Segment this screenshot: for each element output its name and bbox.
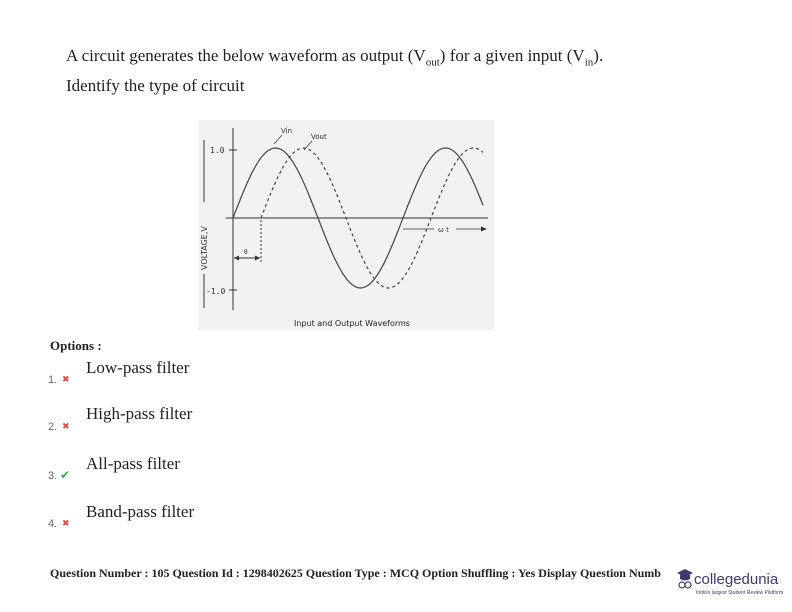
phase-label: θ xyxy=(244,249,248,256)
logo-name: collegedunia xyxy=(694,571,779,588)
wt-label: ω t xyxy=(438,226,449,234)
options-heading: Options : xyxy=(50,338,102,353)
waveform-plot xyxy=(198,120,494,330)
wrong-icon: ✖ xyxy=(62,375,70,385)
wrong-icon: ✖ xyxy=(62,519,70,529)
phase-arrow-right-head xyxy=(255,256,260,261)
question-line-2: Identify the type of circuit xyxy=(66,76,245,96)
correct-icon: ✔ xyxy=(60,468,71,482)
wt-arrow-head xyxy=(481,227,487,232)
option-number: 3. xyxy=(48,470,58,482)
figure-caption: Input and Output Waveforms xyxy=(294,319,410,328)
collegedunia-logo xyxy=(676,566,792,604)
option-text: Low-pass filter xyxy=(86,358,190,377)
phase-arrow-left-head xyxy=(234,256,239,261)
wrong-icon: ✖ xyxy=(62,422,70,432)
vin-leader xyxy=(274,135,282,144)
waveform-figure xyxy=(198,120,494,330)
option-number: 4. xyxy=(48,518,58,530)
question-line-1: A circuit generates the below waveform as output $(V_{out})$ for a given input $(V_{in})$. xyxy=(66,46,604,69)
vin-label: Vin xyxy=(281,127,293,135)
option-text: All-pass filter xyxy=(86,454,180,473)
vout-label: Vout xyxy=(311,133,327,141)
option-number: 1. xyxy=(48,374,58,386)
tick-label-neg: -1.0 xyxy=(206,287,226,296)
y-axis-label: VOLTAGE,V xyxy=(200,226,209,270)
question-metadata-footer: Question Number : 105 Question Id : 1298402625 Question Type : MCQ Option Shuffling : Yes Display Question Numb xyxy=(50,566,661,580)
option-number: 2. xyxy=(48,421,58,433)
option-text: High-pass filter xyxy=(86,404,193,423)
question-text xyxy=(66,44,706,97)
vout-leader xyxy=(304,141,312,150)
option-text: Band-pass filter xyxy=(86,502,195,521)
logo-tagline: India's largest Student Review Platform xyxy=(696,590,784,596)
tick-label-pos: 1.0 xyxy=(210,146,225,155)
graduation-cap-icon xyxy=(676,568,694,590)
